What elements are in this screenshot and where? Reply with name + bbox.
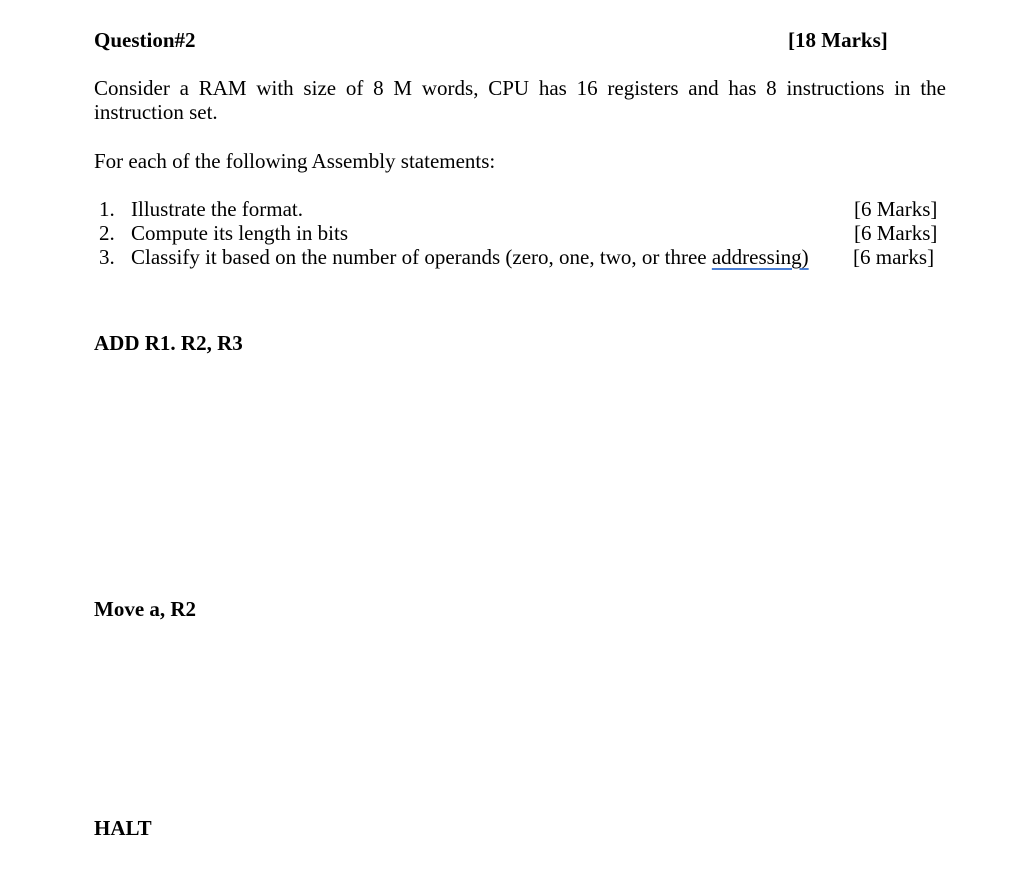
task-text: Illustrate the format. xyxy=(131,197,304,221)
task-marks: [6 Marks] xyxy=(854,221,938,245)
task-number: 3. xyxy=(99,245,115,269)
task-text: Compute its length in bits xyxy=(131,221,349,245)
task-list xyxy=(94,197,944,269)
assembly-statement-move: Move a, R2 xyxy=(94,597,197,621)
task-text xyxy=(131,245,809,269)
assembly-statement-add: ADD R1. R2, R3 xyxy=(94,331,243,355)
assembly-statement-halt: HALT xyxy=(94,816,152,840)
task-marks: [6 Marks] xyxy=(854,197,938,221)
question-intro: Consider a RAM with size of 8 M words, CPU has 16 registers and has 8 instructions in the instruction set. xyxy=(94,76,946,124)
spellcheck-underlined-word: addressing) xyxy=(711,245,809,269)
question-total-marks: [18 Marks] xyxy=(788,28,888,52)
instructions-lead: For each of the following Assembly statements: xyxy=(94,149,496,173)
task-item-2 xyxy=(94,221,944,245)
task-number: 2. xyxy=(99,221,115,245)
question-title: Question#2 xyxy=(94,28,196,52)
task-number: 1. xyxy=(99,197,115,221)
task-item-3 xyxy=(94,245,944,269)
task-text-main: Classify it based on the number of operands (zero, one, two, or three xyxy=(131,245,712,269)
task-item-1 xyxy=(94,197,944,221)
task-marks: [6 marks] xyxy=(853,245,935,269)
